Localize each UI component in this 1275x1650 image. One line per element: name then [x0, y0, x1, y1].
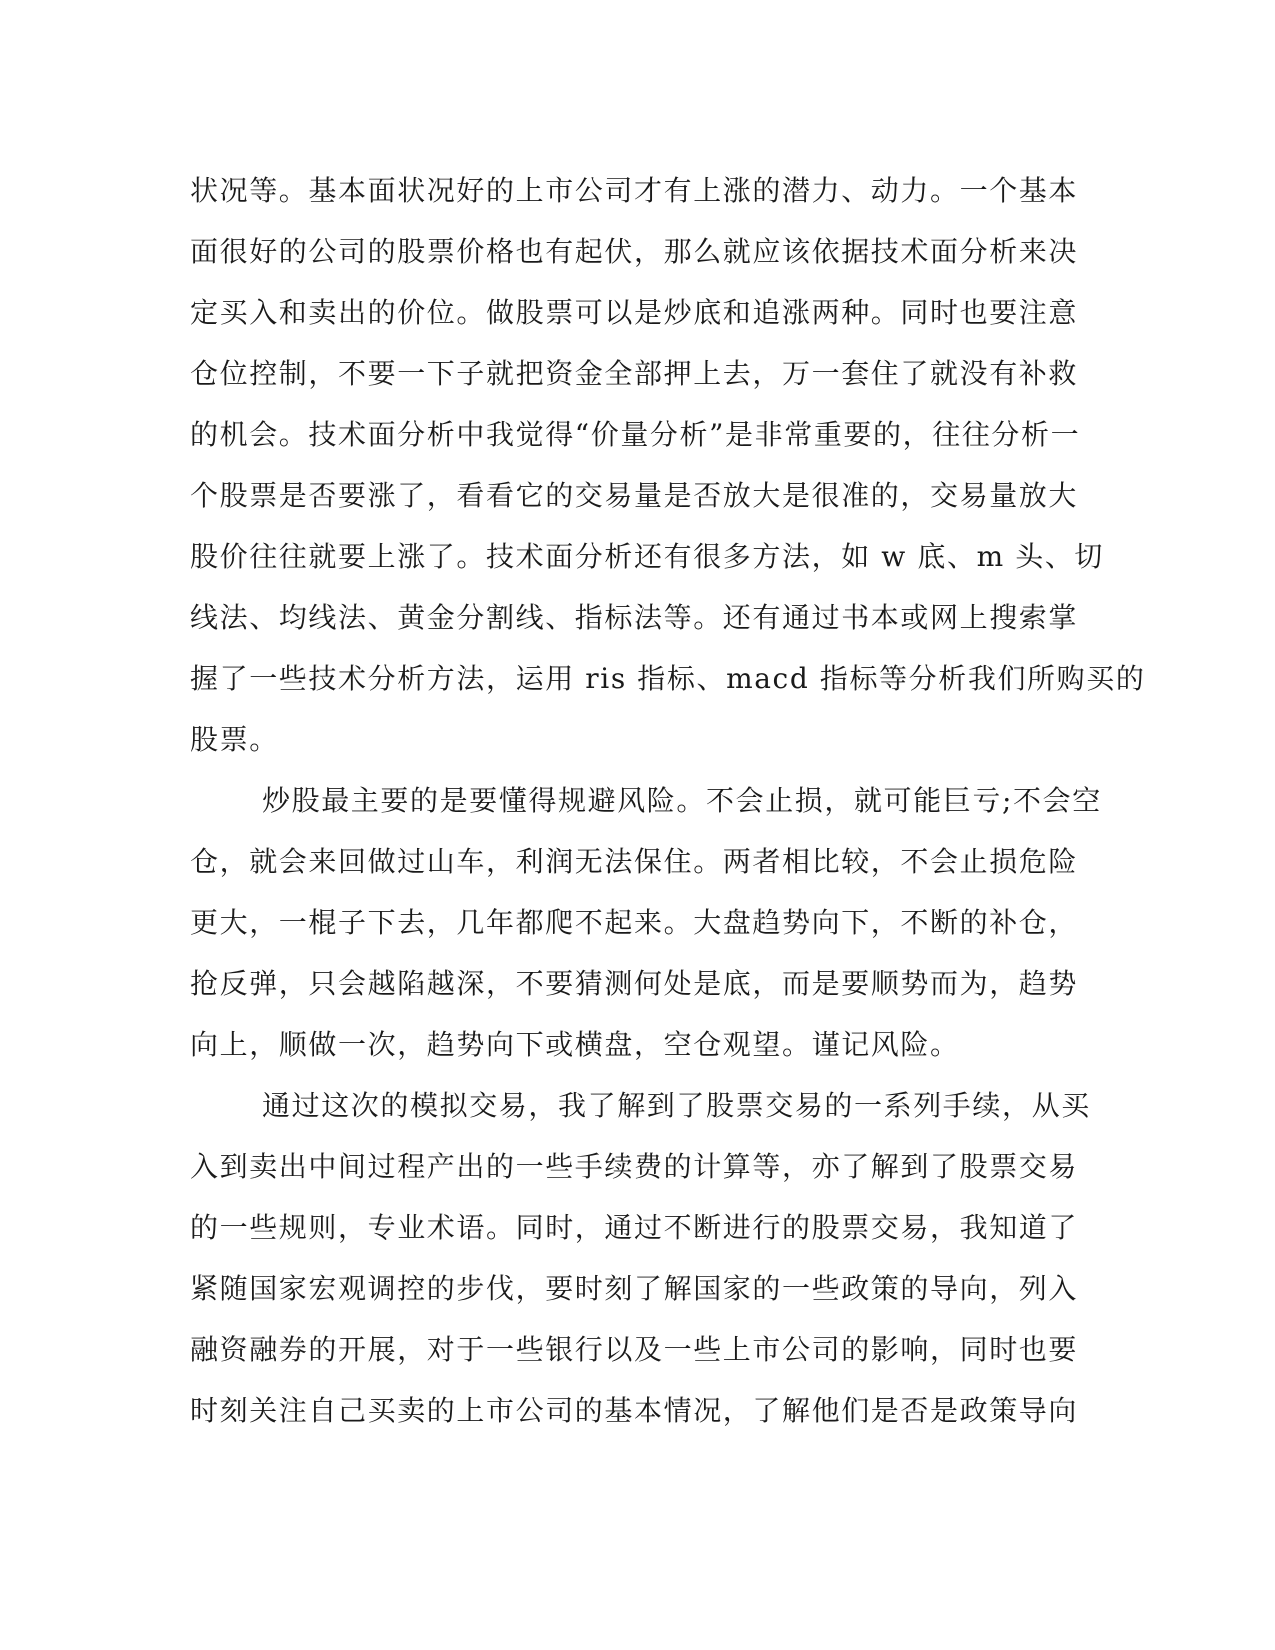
- text-line: 仓位控制，不要一下子就把资金全部押上去，万一套住了就没有补救: [190, 357, 1079, 390]
- text-line: 的一些规则，专业术语。同时，通过不断进行的股票交易，我知道了: [190, 1211, 1079, 1244]
- paragraph-start-line: 通过这次的模拟交易，我了解到了股票交易的一系列手续，从买: [262, 1089, 1091, 1122]
- body-text: [190, 160, 1146, 1441]
- text-line: 握了一些技术分析方法，运用 ris 指标、macd 指标等分析我们所购买的: [190, 662, 1146, 695]
- text-line: 面很好的公司的股票价格也有起伏，那么就应该依据技术面分析来决: [190, 235, 1079, 268]
- text-line: 入到卖出中间过程产出的一些手续费的计算等，亦了解到了股票交易: [190, 1150, 1079, 1183]
- text-line: 线法、均线法、黄金分割线、指标法等。还有通过书本或网上搜索掌: [190, 601, 1079, 634]
- text-line: 仓，就会来回做过山车，利润无法保住。两者相比较，不会止损危险: [190, 845, 1079, 878]
- text-line: 紧随国家宏观调控的步伐，要时刻了解国家的一些政策的导向，列入: [190, 1272, 1079, 1305]
- text-line: 抢反弹，只会越陷越深，不要猜测何处是底，而是要顺势而为，趋势: [190, 967, 1079, 1000]
- paragraph-start-line: 炒股最主要的是要懂得规避风险。不会止损，就可能巨亏;不会空: [262, 784, 1102, 817]
- text-line: 个股票是否要涨了，看看它的交易量是否放大是很准的，交易量放大: [190, 479, 1079, 512]
- text-line: 时刻关注自己买卖的上市公司的基本情况，了解他们是否是政策导向: [190, 1394, 1079, 1427]
- text-line: 股票。: [190, 723, 279, 756]
- text-line: 的机会。技术面分析中我觉得“价量分析”是非常重要的，往往分析一: [190, 418, 1081, 451]
- text-line: 更大，一棍子下去，几年都爬不起来。大盘趋势向下，不断的补仓，: [190, 906, 1079, 939]
- text-line: 定买入和卖出的价位。做股票可以是炒底和追涨两种。同时也要注意: [190, 296, 1079, 329]
- text-line: 状况等。基本面状况好的上市公司才有上涨的潜力、动力。一个基本: [190, 174, 1079, 207]
- text-line: 融资融券的开展，对于一些银行以及一些上市公司的影响，同时也要: [190, 1333, 1079, 1366]
- text-line: 股价往往就要上涨了。技术面分析还有很多方法，如 w 底、m 头、切: [190, 540, 1105, 573]
- text-line: 向上，顺做一次，趋势向下或横盘，空仓观望。谨记风险。: [190, 1028, 960, 1061]
